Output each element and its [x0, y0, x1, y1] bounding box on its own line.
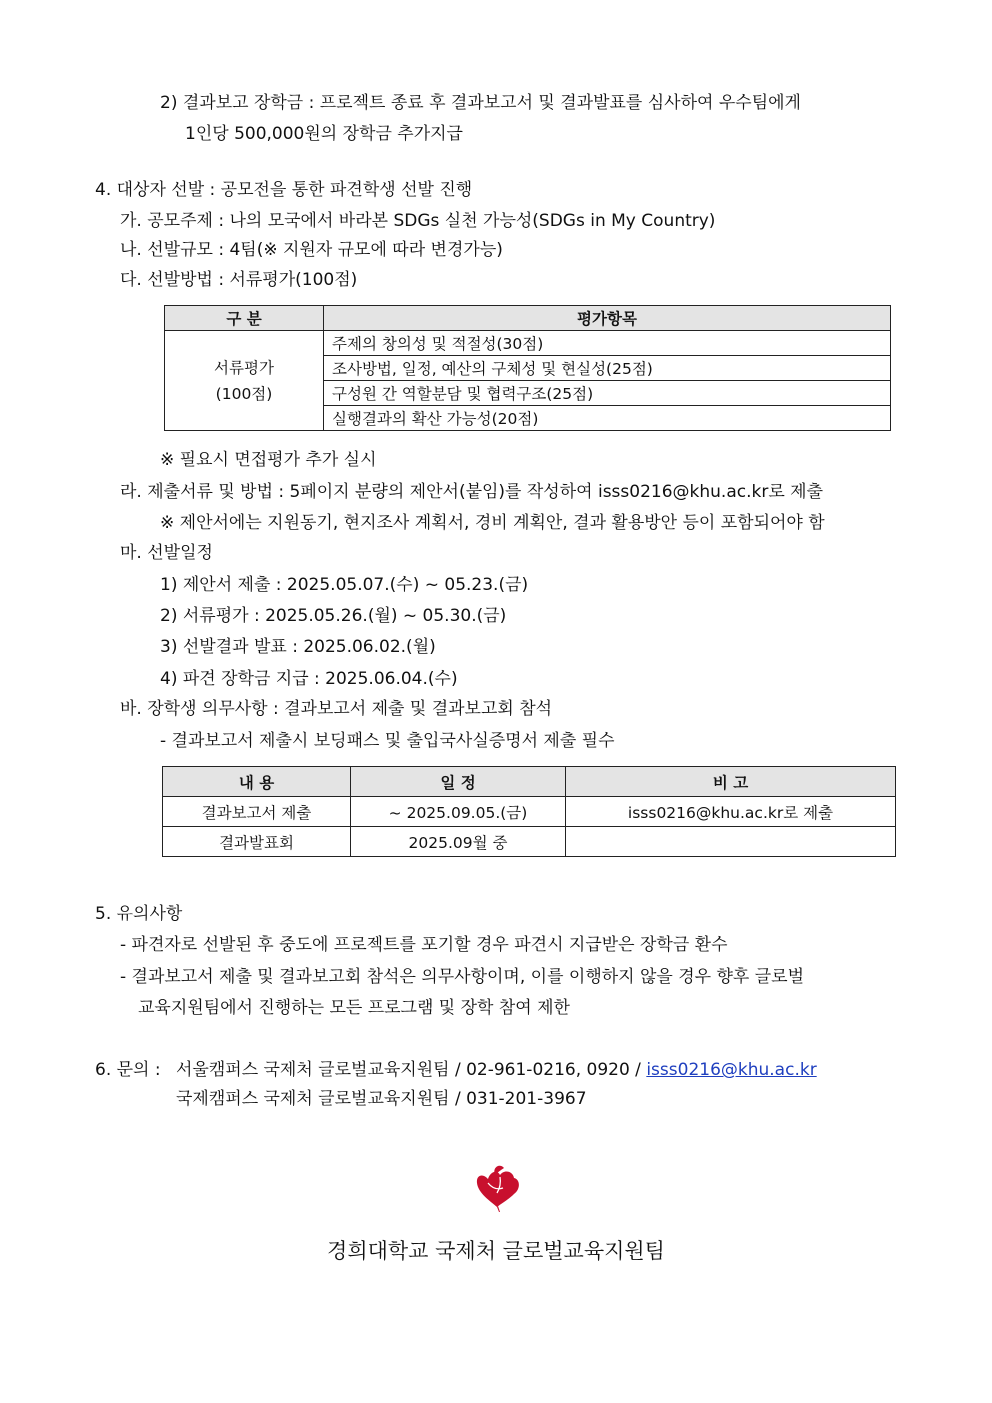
eval-item: 주제의 창의성 및 적절성(30점): [324, 331, 891, 356]
caution-item-2-line2: 교육지원팀에서 진행하는 모든 프로그램 및 장학 참여 제한: [138, 998, 570, 1018]
contact-email-link[interactable]: isss0216@khu.ac.kr: [646, 1060, 817, 1080]
eval-category-cell: [165, 331, 324, 431]
eval-item: 구성원 간 역할분담 및 협력구조(25점): [324, 381, 891, 406]
scholarship-item-2-line2: 1인당 500,000원의 장학금 추가지급: [185, 124, 463, 144]
duty-table: [162, 766, 896, 857]
footer-org-name: 경희대학교 국제처 글로벌교육지원팀: [327, 1239, 665, 1263]
interview-note: ※ 필요시 면접평가 추가 실시: [160, 450, 377, 470]
caution-item-2-line1: - 결과보고서 제출 및 결과보고회 참석은 의무사항이며, 이를 이행하지 않을 경우 향후 글로벌: [120, 967, 804, 987]
duty-cell: 결과발표회: [163, 827, 351, 857]
item-ra: 라. 제출서류 및 방법 : 5페이지 분량의 제안서(붙임)를 작성하여 isss0216@khu.ac.kr로 제출: [120, 482, 824, 502]
duty-cell: isss0216@khu.ac.kr로 제출: [566, 797, 896, 827]
table-row: [163, 797, 896, 827]
eval-header-items: 평가항목: [324, 306, 891, 331]
item-ba: 바. 장학생 의무사항 : 결과보고서 제출 및 결과보고회 참석: [120, 699, 553, 719]
duty-header-date: 일 정: [351, 767, 566, 797]
duty-note: - 결과보고서 제출시 보딩패스 및 출입국사실증명서 제출 필수: [160, 731, 615, 751]
eval-category-name: 서류평가: [214, 358, 274, 377]
proposal-note: ※ 제안서에는 지원동기, 현지조사 계획서, 경비 계획안, 결과 활용방안 등이 포함되어야 함: [160, 513, 825, 533]
university-logo-icon: [470, 1163, 524, 1213]
duty-cell: [566, 827, 896, 857]
schedule-item: 4) 파견 장학금 지급 : 2025.06.04.(수): [160, 669, 458, 689]
contact-global: 국제캠퍼스 국제처 글로벌교육지원팀 / 031-201-3967: [176, 1089, 587, 1109]
duty-header-note: 비 고: [566, 767, 896, 797]
scholarship-item-2-line1: 2) 결과보고 장학금 : 프로젝트 종료 후 결과보고서 및 결과발표를 심사하여 우수팀에게: [160, 93, 801, 113]
contact-seoul-text: 서울캠퍼스 국제처 글로벌교육지원팀 / 02-961-0216, 0920 /: [176, 1060, 641, 1080]
duty-header-content: 내 용: [163, 767, 351, 797]
section-5-heading: 5. 유의사항: [95, 904, 183, 924]
item-ma: 마. 선발일정: [120, 543, 213, 563]
evaluation-table: [164, 305, 891, 431]
schedule-item: 1) 제안서 제출 : 2025.05.07.(수) ~ 05.23.(금): [160, 575, 529, 595]
table-row: [163, 827, 896, 857]
schedule-item: 3) 선발결과 발표 : 2025.06.02.(월): [160, 637, 436, 657]
eval-category-score: (100점): [215, 384, 273, 403]
section-4-heading: 4. 대상자 선발 : 공모전을 통한 파견학생 선발 진행: [95, 180, 473, 200]
duty-cell: 결과보고서 제출: [163, 797, 351, 827]
item-na: 나. 선발규모 : 4팀(※ 지원자 규모에 따라 변경가능): [120, 240, 503, 260]
schedule-item: 2) 서류평가 : 2025.05.26.(월) ~ 05.30.(금): [160, 606, 507, 626]
eval-item: 조사방법, 일정, 예산의 구체성 및 현실성(25점): [324, 356, 891, 381]
contact-seoul: [176, 1059, 817, 1081]
item-da: 다. 선발방법 : 서류평가(100점): [120, 270, 358, 290]
eval-header-category: 구 분: [165, 306, 324, 331]
eval-item: 실행결과의 확산 가능성(20점): [324, 406, 891, 431]
duty-cell: 2025.09월 중: [351, 827, 566, 857]
caution-item-1: - 파견자로 선발된 후 중도에 프로젝트를 포기할 경우 파견시 지급받은 장학금 환수: [120, 935, 728, 955]
item-ga: 가. 공모주제 : 나의 모국에서 바라본 SDGs 실천 가능성(SDGs in My Country): [120, 211, 716, 231]
duty-cell: ~ 2025.09.05.(금): [351, 797, 566, 827]
section-6-label: 6. 문의 :: [95, 1060, 161, 1080]
